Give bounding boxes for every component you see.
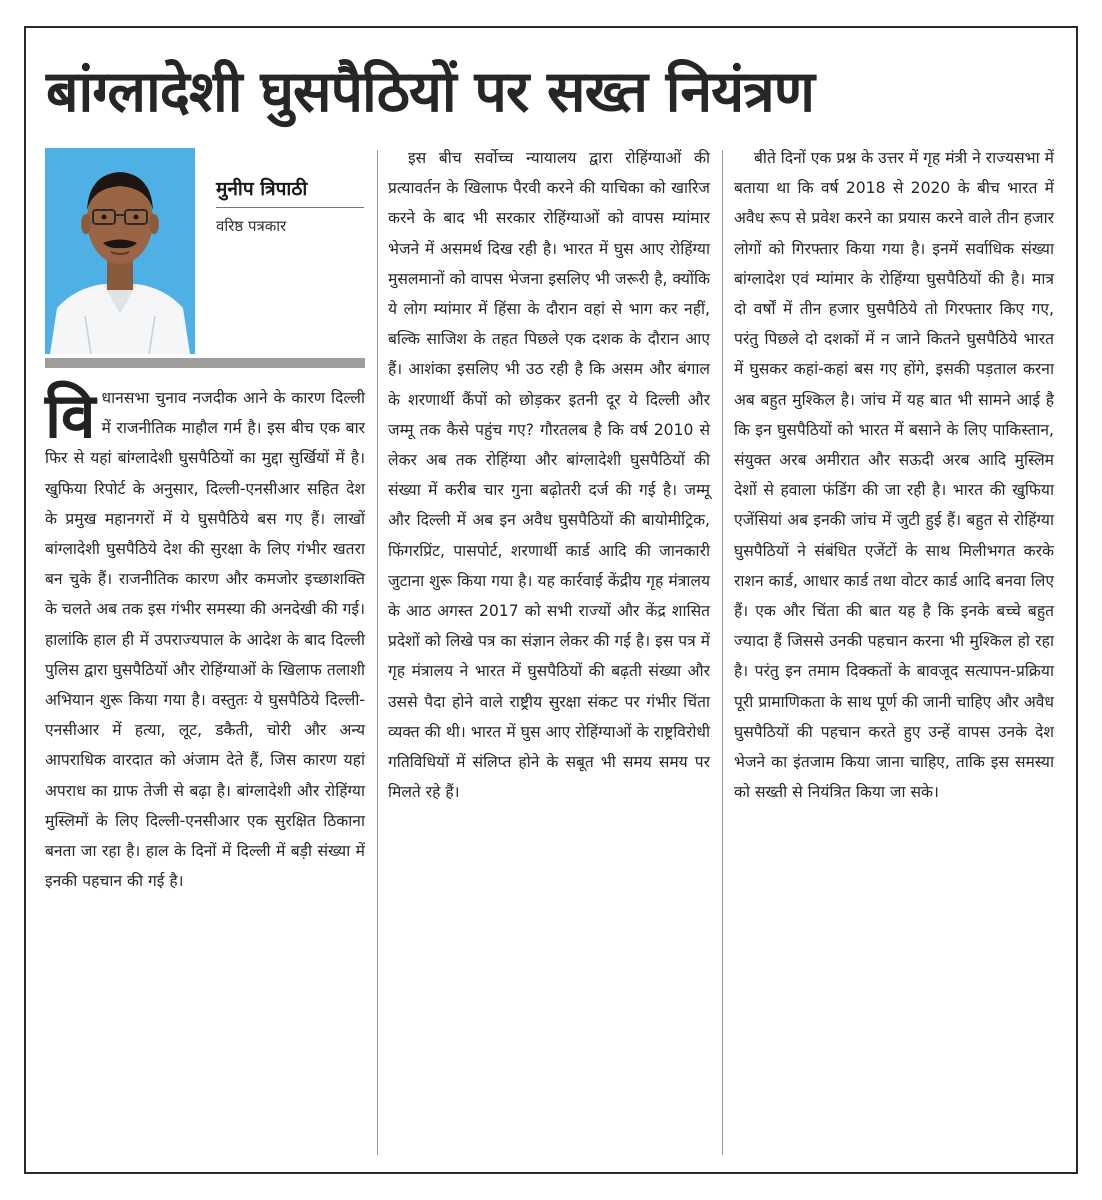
author-photo bbox=[45, 148, 195, 354]
article-column-1 bbox=[45, 379, 365, 896]
column-1-text: धानसभा चुनाव नजदीक आने के कारण दिल्ली में राजनीतिक माहौल गर्म है। इस बीच एक बार फिर से यहां बांग्लादेशी घुसपैठियों का मुद्दा सुर्खियों में है। खुफिया रिपोर्ट के अनुसार, दिल्ली-एनसीआर सहित देश के प्रमुख महानगरों में ये घुसपैठिये बस गए हैं। लाखों बांग्लादेशी घुसपैठिये देश की सुरक्षा के लिए गंभीर खतरा बन चुके हैं। राजनीतिक कारण और कमजोर इच्छाशक्ति के चलते अब तक इस गंभीर समस्या की अनदेखी की गई। हालांकि हाल ही में उपराज्यपाल के आदेश के बाद दिल्ली पुलिस द्वारा घुसपैठियों और रोहिंग्याओं के खिलाफ तलाशी अभियान शुरू किया गया है। वस्तुतः ये घुसपैठिये दिल्ली-एनसीआर में हत्या, लूट, डकैती, चोरी और अन्य आपराधिक वारदात को अंजाम देते हैं, जिस कारण यहां अपराध का ग्राफ तेजी से बढ़ा है। बांग्लादेशी और रोहिंग्या मुस्लिमों के लिए दिल्ली-एनसीआर एक सुरक्षित ठिकाना बनता जा रहा है। हाल के दिनों में दिल्ली में बड़ी संख्या में इनकी पहचान की गई है। bbox=[45, 389, 365, 891]
article-column-2: इस बीच सर्वोच्च न्यायालय द्वारा रोहिंग्याओं की प्रत्यावर्तन के खिलाफ पैरवी करने की याचिका को खारिज करने के बाद भी सरकार रोहिंग्याओं को वापस म्यांमार भेजने में असमर्थ दिख रही है। भारत में घुस आए रोहिंग्या मुसलमानों को वापस भेजना इसलिए भी जरूरी है, क्योंकि ये लोग म्यांमार में हिंसा के दौरान वहां से भाग कर नहीं, बल्कि साजिश के तहत पिछले एक दशक के दौरान आए हैं। आशंका इसलिए भी उठ रही है कि असम और बंगाल के शरणार्थी कैंपों को छोड़कर इतनी दूर ये दिल्ली और जम्मू तक कैसे पहुंच गए? गौरतलब है कि वर्ष 2010 से लेकर अब तक रोहिंग्या और बांग्लादेशी घुसपैठियों की संख्या में करीब चार गुना बढ़ोतरी दर्ज की गई है। जम्मू और दिल्ली में अब इन अवैध घुसपैठियों की बायोमीट्रिक, फिंगरप्रिंट, पासपोर्ट, शरणार्थी कार्ड आदि की जानकारी जुटाना शुरू किया गया है। यह कार्रवाई केंद्रीय गृह मंत्रालय के आठ अगस्त 2017 को सभी राज्यों और केंद्र शासित प्रदेशों को लिखे पत्र का संज्ञान लेकर की गई है। इस पत्र में गृह मंत्रालय ने भारत में घुसपैठियों की बढ़ती संख्या और उससे पैदा होने वाले राष्ट्रीय सुरक्षा संकट पर गंभीर चिंता व्यक्त की थी। भारत में घुस आए रोहिंग्याओं के राष्ट्रविरोधी गतिविधियों में संलिप्त होने के सबूत भी समय समय पर मिलते रहे हैं। bbox=[388, 149, 710, 802]
drop-cap: वि bbox=[45, 379, 96, 452]
author-divider bbox=[216, 207, 364, 208]
column-divider bbox=[377, 150, 378, 1155]
author-portrait-illustration bbox=[45, 148, 195, 354]
article-column-3: बीते दिनों एक प्रश्न के उत्तर में गृह मंत्री ने राज्यसभा में बताया था कि वर्ष 2018 से 2020 के बीच भारत में अवैध रूप से प्रवेश करने का प्रयास करने वाले तीन हजार लोगों को गिरफ्तार किया गया है। इनमें सर्वाधिक संख्या बांग्लादेश एवं म्यांमार के रोहिंग्या घुसपैठियों की है। मात्र दो वर्षों में तीन हजार घुसपैठिये तो गिरफ्तार किए गए, परंतु पिछले दो दशकों में न जाने कितने घुसपैठिये भारत में घुसकर कहां-कहां बस गए होंगे, इसकी पड़ताल करना अब बहुत मुश्किल है। जांच में यह बात भी सामने आई है कि इन घुसपैठियों को भारत में बसाने के लिए पाकिस्तान, संयुक्त अरब अमीरात और सऊदी अरब आदि मुस्लिम देशों से हवाला फंडिंग की जा रही है। भारत की खुफिया एजेंसियां अब इनकी जांच में जुटी हुई हैं। बहुत से रोहिंग्या घुसपैठियों ने संबंधित एजेंटों के साथ मिलीभगत करके राशन कार्ड, आधार कार्ड तथा वोटर कार्ड आदि बनवा लिए हैं। एक और चिंता की बात यह है कि इनके बच्चे बहुत ज्यादा हैं जिससे उनकी पहचान करना भी मुश्किल हो रहा है। परंतु इन तमाम दिक्कतों के बावजूद सत्यापन-प्रक्रिया पूरी प्रामाणिकता के साथ पूर्ण की जानी चाहिए और अवैध घुसपैठियों की पहचान करते हुए उन्हें वापस उनके देश भेजने का इंतजाम किया जाना चाहिए, ताकि इस समस्या को सख्ती से नियंत्रित किया जा सके। bbox=[734, 149, 1054, 802]
column-divider bbox=[722, 150, 723, 1155]
author-title: वरिष्ठ पत्रकार bbox=[216, 217, 287, 235]
article-headline: बांग्लादेशी घुसपैठियों पर सख्त नियंत्रण bbox=[46, 59, 814, 125]
author-separator-bar bbox=[45, 358, 365, 368]
author-name: मुनीप त्रिपाठी bbox=[216, 178, 308, 200]
